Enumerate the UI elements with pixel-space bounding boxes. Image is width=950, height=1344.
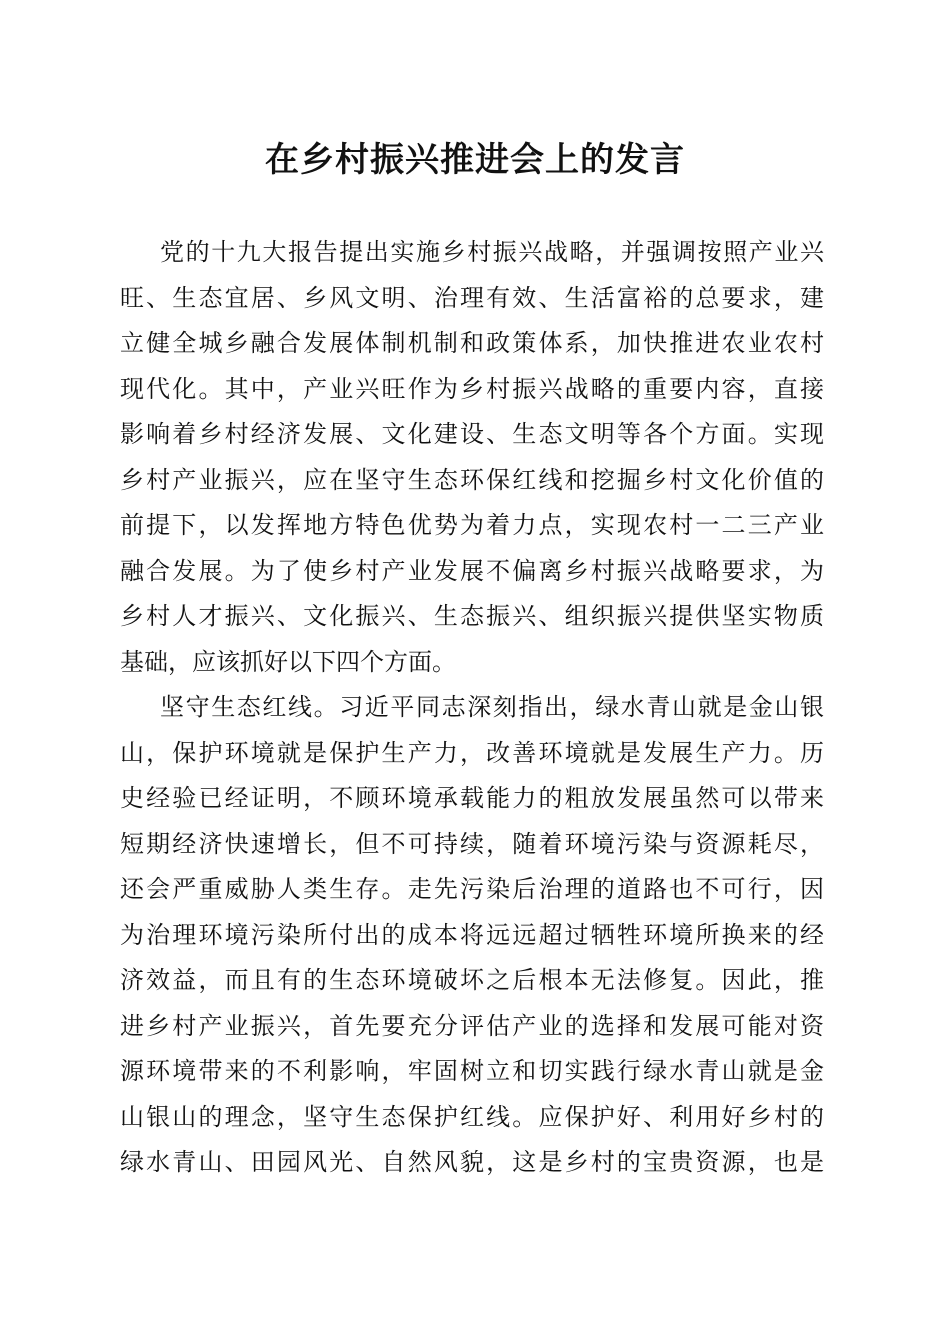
text-line: 短期经济快速增长，但不可持续，随着环境污染与资源耗尽， (120, 829, 824, 858)
text-line: 现代化。其中，产业兴旺作为乡村振兴战略的重要内容，直接 (120, 374, 824, 403)
document-body (120, 230, 824, 1186)
text-line: 绿水青山、田园风光、自然风貌，这是乡村的宝贵资源，也是 (120, 1148, 824, 1176)
text-line: 为治理环境污染所付出的成本将远远超过牺牲环境所换来的经 (120, 920, 824, 949)
text-line: 源环境带来的不利影响，牢固树立和切实践行绿水青山就是金 (120, 1057, 824, 1085)
text-line: 还会严重威胁人类生存。走先污染后治理的道路也不可行，因 (120, 875, 824, 903)
text-line: 乡村人才振兴、文化振兴、生态振兴、组织振兴提供坚实物质 (120, 602, 824, 630)
text-line: 旺、生态宜居、乡风文明、治理有效、生活富裕的总要求，建 (120, 283, 824, 312)
text-line: 立健全城乡融合发展体制机制和政策体系，加快推进农业农村 (120, 329, 824, 357)
text-line: 山银山的理念，坚守生态保护红线。应保护好、利用好乡村的 (120, 1102, 824, 1131)
paragraph-1 (120, 230, 824, 685)
text-line: 前提下，以发挥地方特色优势为着力点，实现农村一二三产业 (120, 511, 824, 539)
text-line: 坚守生态红线。习近平同志深刻指出，绿水青山就是金山银 (160, 693, 824, 721)
paragraph-2 (120, 685, 824, 1186)
text-line: 济效益，而且有的生态环境破坏之后根本无法修复。因此，推 (120, 966, 824, 994)
document-title: 在乡村振兴推进会上的发言 (265, 140, 685, 180)
text-line: 融合发展。为了使乡村产业发展不偏离乡村振兴战略要求，为 (120, 556, 824, 585)
text-line: 史经验已经证明，不顾环境承载能力的粗放发展虽然可以带来 (120, 784, 824, 812)
text-line: 进乡村产业振兴，首先要充分评估产业的选择和发展可能对资 (120, 1011, 824, 1040)
text-line: 基础，应该抓好以下四个方面。 (120, 647, 456, 676)
text-line: 乡村产业振兴，应在坚守生态环保红线和挖掘乡村文化价值的 (120, 465, 824, 494)
text-line: 党的十九大报告提出实施乡村振兴战略，并强调按照产业兴 (160, 238, 824, 266)
text-line: 影响着乡村经济发展、文化建设、生态文明等各个方面。实现 (120, 420, 824, 448)
text-line: 山，保护环境就是保护生产力，改善环境就是发展生产力。历 (120, 738, 824, 767)
